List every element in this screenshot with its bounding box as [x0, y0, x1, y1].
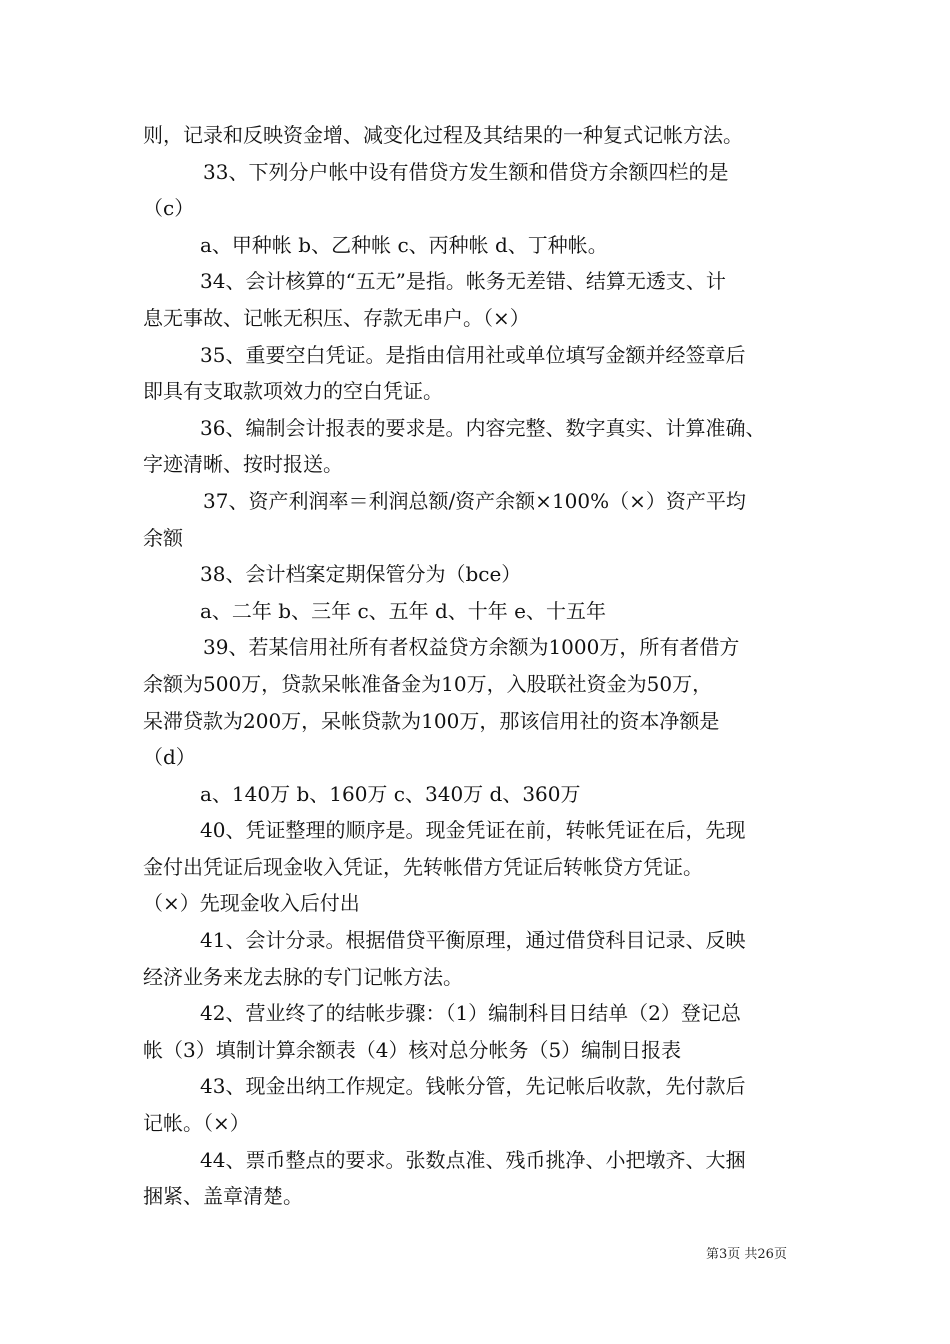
- question-44: 44、票币整点的要求。张数点准、残币挑净、小把墩齐、大捆: [200, 1147, 746, 1172]
- text-line: （d）: [143, 745, 196, 770]
- page-number-footer: 第3页 共26页: [706, 1247, 787, 1262]
- text-line: （×）先现金收入后付出: [143, 891, 360, 916]
- text-line: （c）: [143, 196, 195, 221]
- question-43: 43、现金出纳工作规定。钱帐分管，先记帐后收款，先付款后: [200, 1074, 746, 1099]
- text-line: 帐（3）填制计算余额表（4）核对总分帐务（5）编制日报表: [143, 1037, 682, 1062]
- question-34: 34、会计核算的“五无”是指。帐务无差错、结算无透支、计: [200, 269, 726, 294]
- question-37: 37、资产利润率＝利润总额/资产余额×100%（×）资产平均: [203, 488, 746, 513]
- question-33: 33、下列分户帐中设有借贷方发生额和借贷方余额四栏的是: [203, 159, 729, 184]
- question-38: 38、会计档案定期保管分为（bce）: [200, 562, 522, 587]
- text-line: 即具有支取款项效力的空白凭证。: [143, 379, 443, 404]
- text-line: 余额为500万，贷款呆帐准备金为10万，入股联社资金为50万，: [143, 671, 713, 696]
- question-39: 39、若某信用社所有者权益贷方余额为1000万，所有者借方: [203, 635, 740, 660]
- text-line: 记帐。（×）: [143, 1111, 250, 1136]
- text-line: 则，记录和反映资金增、减变化过程及其结果的一种复式记帐方法。: [143, 123, 743, 147]
- question-40: 40、凭证整理的顺序是。现金凭证在前，转帐凭证在后，先现: [200, 818, 746, 843]
- text-line: 字迹清晰、按时报送。: [143, 452, 343, 477]
- question-41: 41、会计分录。根据借贷平衡原理，通过借贷科目记录、反映: [200, 928, 746, 953]
- body-text: [143, 117, 808, 1215]
- question-42: 42、营业终了的结帐步骤：（1）编制科目日结单（2）登记总: [200, 1001, 741, 1026]
- options-33: a、甲种帐 b、乙种帐 c、丙种帐 d、丁种帐。: [200, 232, 608, 257]
- text-line: 余额: [143, 525, 183, 550]
- text-line: 经济业务来龙去脉的专门记帐方法。: [143, 964, 463, 989]
- text-line: 呆滞贷款为200万，呆帐贷款为100万，那该信用社的资本净额是: [143, 708, 720, 733]
- text-line: 捆紧、盖章清楚。: [143, 1184, 303, 1209]
- options-39: a、140万 b、160万 c、340万 d、360万: [200, 781, 581, 806]
- text-line: 金付出凭证后现金收入凭证，先转帐借方凭证后转帐贷方凭证。: [143, 854, 703, 879]
- text-line: 息无事故、记帐无积压、存款无串户。（×）: [143, 305, 530, 330]
- question-35: 35、重要空白凭证。是指由信用社或单位填写金额并经签章后: [200, 342, 746, 367]
- options-38: a、二年 b、三年 c、五年 d、十年 e、十五年: [200, 598, 606, 623]
- question-36: 36、编制会计报表的要求是。内容完整、数字真实、计算准确、: [200, 415, 766, 440]
